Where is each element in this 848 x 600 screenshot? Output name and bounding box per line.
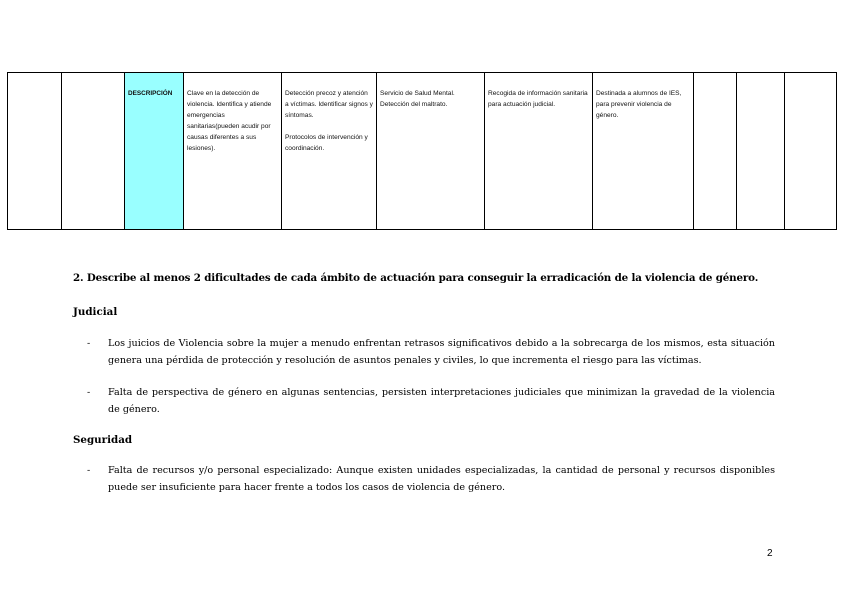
- cell-text: Protocolos de intervención y coordinación.: [285, 134, 368, 152]
- table-cell: [485, 73, 593, 230]
- table-cell-empty: [8, 73, 62, 230]
- actions-table: [7, 72, 837, 230]
- list-item-text: Falta de perspectiva de género en algunas sentencias, persisten interpretaciones judiciales que minimizan la gravedad de la violencia de género.: [108, 387, 775, 415]
- list-item: [87, 335, 775, 369]
- question-heading: 2. Describe al menos 2 dificultades de cada ámbito de actuación para conseguir la erradicación de la violencia de género.: [73, 272, 759, 284]
- list-item-text: Falta de recursos y/o personal especializado: Aunque existen unidades especializadas, la cantidad de personal y recursos disponibles puede ser insuficiente para hacer frente a todos los casos de violencia de género.: [108, 465, 775, 493]
- page-number: 2: [767, 548, 773, 559]
- table-cell-empty: [694, 73, 737, 230]
- cell-text: Detección precoz y atención a víctimas. Identificar signos y síntomas.: [285, 90, 373, 119]
- cell-text: Clave en la detección de violencia. Identifica y atiende emergencias sanitarias(pueden acudir por causas diferentes a sus lesiones).: [187, 90, 272, 152]
- cell-text: Recogida de información sanitaria para actuación judicial.: [488, 90, 588, 108]
- list-item: [87, 384, 775, 418]
- bullet-dash: -: [87, 465, 91, 476]
- cell-text: Servicio de Salud Mental. Detección del maltrato.: [380, 90, 455, 108]
- seguridad-heading: Seguridad: [73, 434, 133, 446]
- table-cell-empty: [62, 73, 125, 230]
- list-item-text: Los juicios de Violencia sobre la mujer a menudo enfrentan retrasos significativos debido a la sobrecarga de los mismos, esta situación genera una pérdida de protección y resolución de asuntos penales y civiles, lo que incrementa el riesgo para las víctimas.: [108, 338, 775, 366]
- table-cell: [593, 73, 694, 230]
- table-cell-empty: [785, 73, 837, 230]
- judicial-heading: Judicial: [73, 306, 118, 318]
- table-cell: [282, 73, 377, 230]
- bullet-dash: -: [87, 338, 91, 349]
- table-row: [8, 73, 837, 230]
- list-item: [87, 462, 775, 496]
- table-cell-empty: [737, 73, 785, 230]
- bullet-dash: -: [87, 387, 91, 398]
- cell-text: Destinada a alumnos de IES, para prevenir violencia de género.: [596, 90, 682, 119]
- description-header-cell: DESCRIPCIÓN: [125, 73, 184, 230]
- table-cell: [184, 73, 282, 230]
- table-cell: [377, 73, 485, 230]
